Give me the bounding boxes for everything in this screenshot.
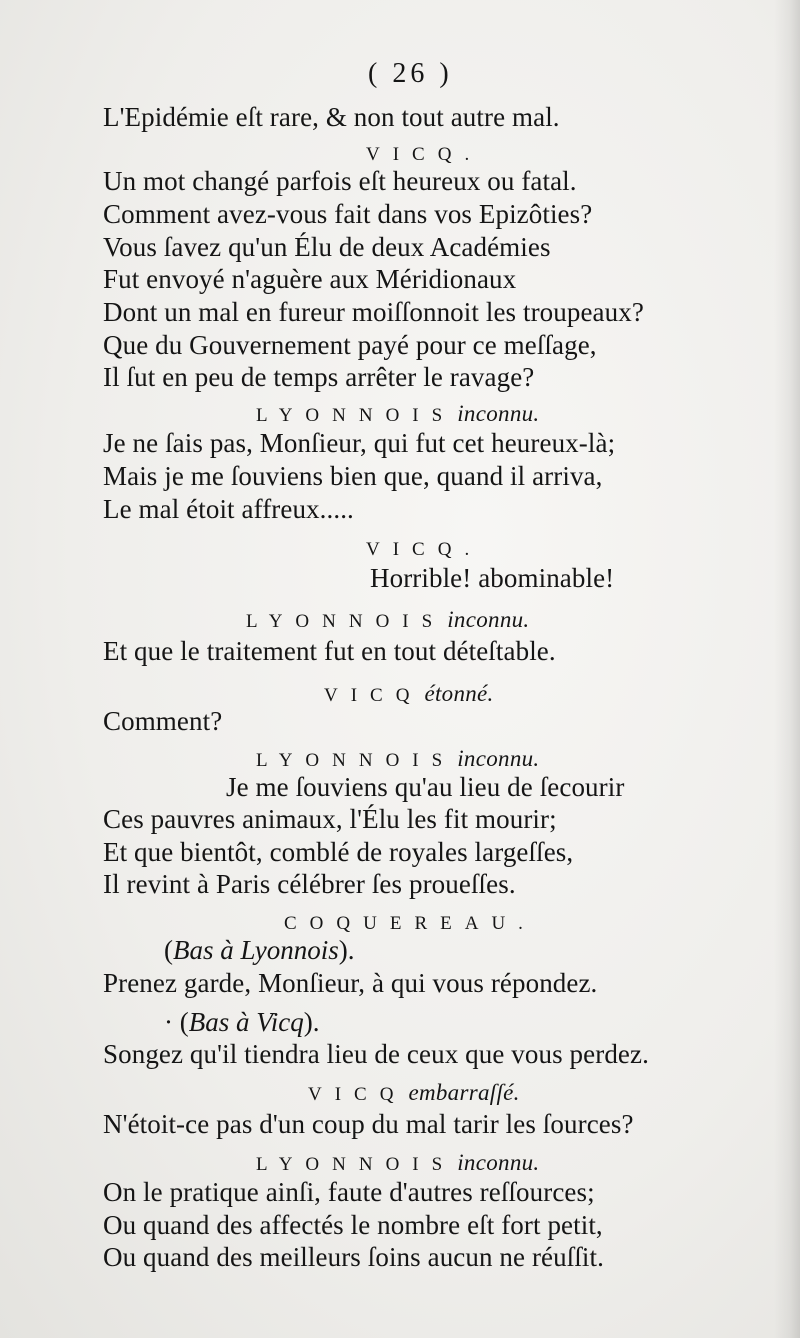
speaker-name: VICQ — [308, 1084, 407, 1105]
stage-note: étonné. — [424, 681, 494, 706]
verse-line: Mais je me ſouviens bien que, quand il arriva, — [103, 461, 603, 491]
speaker-heading — [256, 402, 539, 428]
stage-direction: · (Bas à Vicq). — [164, 1007, 320, 1037]
verse-line: On le pratique ainſi, faute d'autres reſſources; — [103, 1177, 595, 1207]
verse-line: Il ſut en peu de temps arrêter le ravage? — [103, 362, 535, 392]
speaker-name: LYONNOIS — [256, 750, 456, 771]
speaker-name: LYONNOIS — [246, 611, 446, 632]
stage-note: inconnu. — [457, 1150, 540, 1175]
verse-line: Horrible! abominable! — [370, 563, 615, 593]
page-edge-shadow — [774, 0, 800, 1338]
verse-line: Ou quand des meilleurs ſoins aucun ne réuſſit. — [103, 1242, 604, 1272]
verse-line: Comment avez-vous fait dans vos Epizôties? — [103, 199, 593, 229]
speaker-heading — [308, 1081, 520, 1107]
speaker-heading — [256, 747, 539, 773]
verse-line: L'Epidémie eſt rare, & non tout autre mal. — [103, 102, 560, 132]
speaker-heading — [324, 682, 494, 708]
speaker-heading — [256, 1151, 539, 1177]
verse-line: Ces pauvres animaux, l'Élu les fit mourir; — [103, 804, 557, 834]
verse-line: Dont un mal en fureur moiſſonnoit les troupeaux? — [103, 297, 644, 327]
verse-line: Comment? — [103, 706, 223, 736]
speaker-name: VICQ. — [366, 144, 483, 165]
verse-line: Vous ſavez qu'un Élu de deux Académies — [103, 232, 551, 262]
stage-direction: (Bas à Lyonnois). — [164, 935, 355, 965]
verse-line: Songez qu'il tiendra lieu de ceux que vous perdez. — [103, 1039, 649, 1069]
speaker-heading — [366, 141, 484, 167]
verse-line: Je ne ſais pas, Monſieur, qui fut cet heureux-là; — [103, 428, 616, 458]
verse-line: Le mal étoit affreux..... — [103, 494, 354, 524]
speaker-name: COQUEREAU. — [284, 913, 536, 934]
stage-note: embarraſſé. — [408, 1080, 520, 1105]
verse-line: Il revint à Paris célébrer ſes proueſſes. — [103, 869, 516, 899]
stage-note: inconnu. — [447, 607, 530, 632]
verse-line: Ou quand des affectés le nombre eſt fort petit, — [103, 1210, 603, 1240]
verse-line: Et que le traitement fut en tout déteſtable. — [103, 636, 556, 666]
speaker-name: LYONNOIS — [256, 1154, 456, 1175]
speaker-name: VICQ — [324, 685, 423, 706]
verse-line: Je me ſouviens qu'au lieu de ſecourir — [226, 772, 625, 802]
verse-line: Que du Gouvernement payé pour ce meſſage, — [103, 330, 597, 360]
verse-line: Fut envoyé n'aguère aux Méridionaux — [103, 264, 517, 294]
speaker-heading — [284, 910, 538, 936]
stage-note: inconnu. — [457, 401, 540, 426]
stage-note: inconnu. — [457, 746, 540, 771]
page-number: ( 26 ) — [368, 58, 453, 89]
verse-line: N'étoit-ce pas d'un coup du mal tarir les ſources? — [103, 1109, 634, 1139]
speaker-heading — [366, 536, 484, 562]
verse-line: Un mot changé parfois eſt heureux ou fatal. — [103, 166, 577, 196]
verse-line: Prenez garde, Monſieur, à qui vous répondez. — [103, 968, 598, 998]
speaker-heading — [246, 608, 529, 634]
speaker-name: LYONNOIS — [256, 405, 456, 426]
speaker-name: VICQ. — [366, 539, 483, 560]
verse-line: Et que bientôt, comblé de royales largeſſes, — [103, 837, 574, 867]
